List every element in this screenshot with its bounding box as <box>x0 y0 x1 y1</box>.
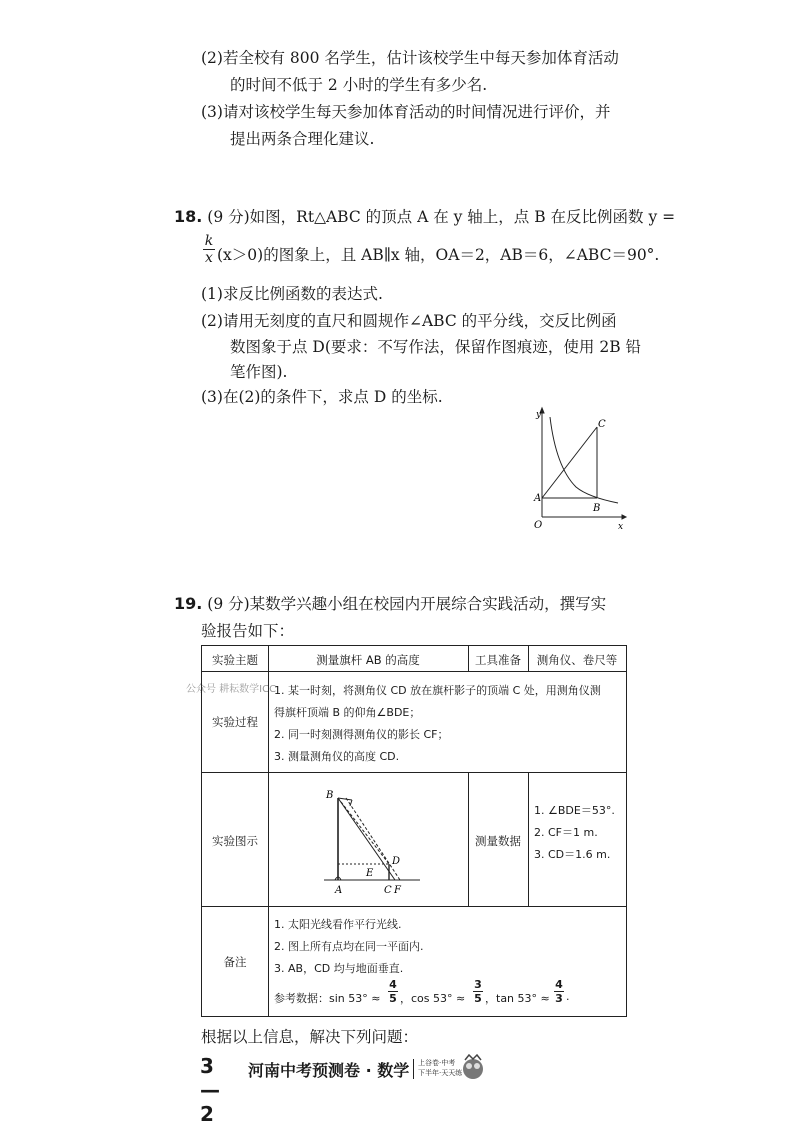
experiment-report-table <box>201 645 627 1017</box>
header-tools-value: 测角仪、卷尺等 <box>536 653 618 667</box>
ref-cos-num: 3 <box>474 978 482 991</box>
row-process-label: 实验过程 <box>212 715 258 729</box>
ref-sin-num: 4 <box>389 978 397 991</box>
label-y: y <box>536 410 542 420</box>
q17-item2-line2: 的时间不低于 2 小时的学生有多少名. <box>230 76 488 94</box>
process-step-2: 2. 同一时刻测得测角仪的影长 CF； <box>274 728 449 741</box>
label-F: F <box>394 885 401 896</box>
measure-1: 1. ∠BDE＝53°. <box>534 804 615 817</box>
q18-sub2-line1: (2)请用无刻度的直尺和圆规作∠ABC 的平分线，交反比例函 <box>201 312 617 330</box>
label-C: C <box>384 885 392 896</box>
flag <box>338 798 352 800</box>
segment-AC <box>542 427 597 498</box>
watermark: 公众号 耕耘数学ICC <box>186 684 277 695</box>
label-A: A <box>335 885 343 896</box>
process-step-1b: 得旗杆顶端 B 的仰角∠BDE； <box>274 706 421 719</box>
note-3: 3. AB，CD 均与地面垂直. <box>274 962 404 975</box>
q18-sub3: (3)在(2)的条件下，求点 D 的坐标. <box>201 388 443 406</box>
label-E: E <box>366 868 374 879</box>
note-1: 1. 太阳光线看作平行光线. <box>274 918 402 931</box>
note-2: 2. 图上所有点均在同一平面内. <box>274 940 424 953</box>
q17-item3-line1: (3)请对该校学生每天参加体育活动的时间情况进行评价，并 <box>201 103 611 121</box>
footer-tag-line1: 上谷卷·中考 <box>418 1059 456 1067</box>
q18-sub1: (1)求反比例函数的表达式. <box>201 285 383 303</box>
label-D: D <box>392 856 401 867</box>
ref-tan-fraction <box>554 978 564 1005</box>
q18-sub2-line2: 数图象于点 D(要求：不写作法，保留作图痕迹，使用 2B 铅 <box>230 338 642 356</box>
q19-line2: 验报告如下： <box>201 622 295 640</box>
q18-frac-den: x <box>203 249 215 266</box>
footer-tag-line2: 下半年·天天练 <box>418 1069 463 1077</box>
footer-title: 河南中考预测卷 · 数学 <box>248 1061 410 1080</box>
process-step-1a: 1. 某一时刻，将测角仪 CD 放在旗杆影子的顶端 C 处，用测角仪测 <box>274 684 601 697</box>
measure-3: 3. CD＝1.6 m. <box>534 848 611 861</box>
q18-stem-line1 <box>174 205 675 227</box>
label-C: C <box>598 419 606 430</box>
hyperbola-curve <box>550 417 618 503</box>
q17-item3-line2: 提出两条合理化建议. <box>230 130 375 148</box>
header-tools-label: 工具准备 <box>475 653 521 667</box>
label-O: O <box>534 520 543 531</box>
q18-number: 18. <box>174 207 203 226</box>
row-diagram-label: 实验图示 <box>212 834 258 848</box>
ref-cos-fraction <box>473 978 483 1005</box>
sight-line-BD <box>338 798 389 864</box>
header-topic-value: 测量旗杆 AB 的高度 <box>316 653 420 667</box>
q18-sub2-line3: 笔作图). <box>230 363 288 381</box>
q18-line1-text: (9 分)如图，Rt△ABC 的顶点 A 在 y 轴上，点 B 在反比例函数 y = <box>207 208 676 226</box>
q19-number: 19. <box>174 594 203 613</box>
reference-cos: ，cos 53° ≈ <box>400 992 466 1005</box>
page-number: 3—2 <box>200 1054 220 1126</box>
row-notes-label: 备注 <box>223 955 247 969</box>
process-step-3: 3. 测量测角仪的高度 CD. <box>274 750 400 763</box>
flagpole-diagram <box>322 786 422 896</box>
ref-tan-num: 4 <box>555 978 563 991</box>
label-x: x <box>618 522 624 532</box>
mascot-logo-icon <box>460 1054 486 1082</box>
q19-stem-line1 <box>174 592 606 614</box>
ref-cos-den: 5 <box>474 992 482 1005</box>
header-topic-label: 实验主题 <box>212 653 258 667</box>
q17-item2-line1: (2)若全校有 800 名学生，估计该校学生中每天参加体育活动 <box>201 49 619 67</box>
label-B: B <box>593 503 601 514</box>
reference-end: . <box>566 990 570 1003</box>
reference-tan: ，tan 53° ≈ <box>485 992 550 1005</box>
q18-coordinate-figure <box>528 405 628 535</box>
ref-tan-den: 3 <box>555 992 563 1005</box>
row-measure-label: 测量数据 <box>475 834 521 848</box>
q19-after-text: 根据以上信息，解决下列问题： <box>201 1028 419 1046</box>
measure-2: 2. CF＝1 m. <box>534 826 598 839</box>
reference-prefix: 参考数据：sin 53° ≈ <box>274 992 381 1005</box>
ref-sin-den: 5 <box>389 992 397 1005</box>
ref-sin-fraction <box>388 978 398 1005</box>
q18-fraction-k-over-x <box>203 233 215 266</box>
label-A: A <box>534 493 542 504</box>
q18-frac-num: k <box>204 233 214 249</box>
q18-line2: (x＞0)的图象上，且 AB∥x 轴，OA＝2，AB＝6，∠ABC＝90°. <box>217 246 660 264</box>
label-B: B <box>326 790 334 801</box>
footer-tag <box>418 1058 462 1078</box>
q19-line1-text: (9 分)某数学兴趣小组在校园内开展综合实践活动，撰写实 <box>207 595 607 613</box>
